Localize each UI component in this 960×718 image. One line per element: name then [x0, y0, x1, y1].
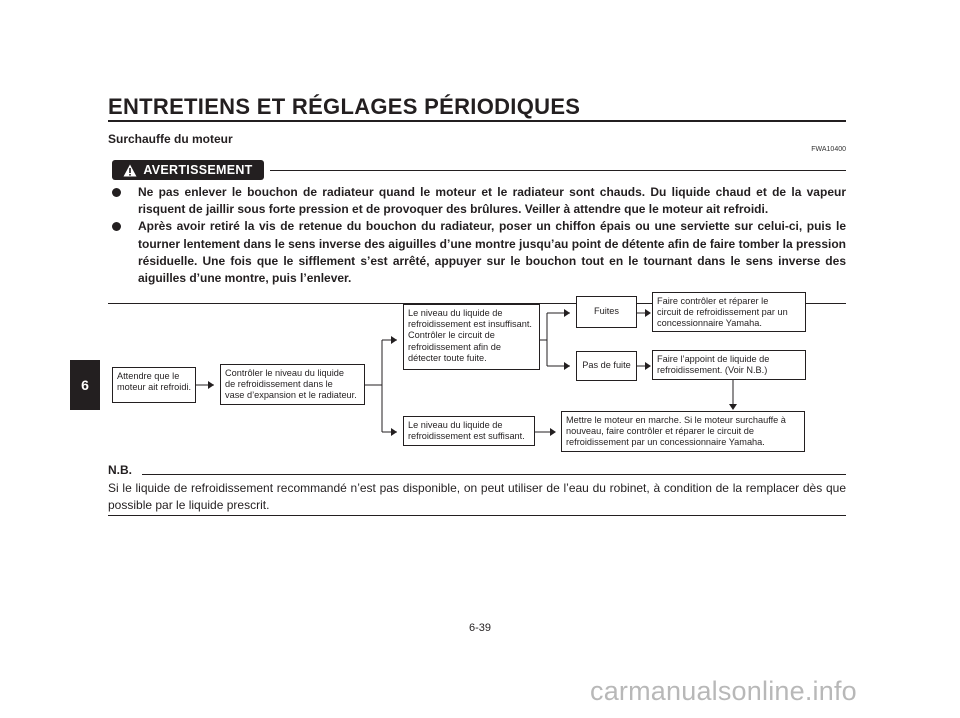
- watermark: carmanualsonline.info: [590, 676, 857, 706]
- page-number: 6-39: [468, 622, 492, 634]
- arrow-icon: [564, 309, 570, 317]
- warning-text: Ne pas enlever le bouchon de radiateur quand le moteur et le radiateur sont chauds. Du liquide chaud et de la vapeur risquent de jaillir sous forte pression et de provoquer des brûlures. Veiller à attendre que le moteur ait refroidi.: [138, 185, 846, 217]
- flow-box-level-ok: Le niveau du liquide de refroidissement est suffisant.: [403, 416, 535, 446]
- arrow-icon: [729, 404, 737, 410]
- warning-label: AVERTISSEMENT: [143, 163, 253, 177]
- flow-box-check-level: Contrôler le niveau du liquide de refroidissement dans le vase d’expansion et le radiateur.: [220, 364, 365, 405]
- arrow-icon: [564, 362, 570, 370]
- arrow-icon: [391, 428, 397, 436]
- warning-text: Après avoir retiré la vis de retenue du bouchon du radiateur, poser un chiffon épais ou une serviette sur celui-ci, puis le tourner lentement dans le sens inverse des aiguilles d’une montre jusqu’au point de détente afin de faire tomber la pression résiduelle. Une fois que le sifflement s’est arrêté, appuyer sur le bouchon tout en le tournant dans le sens inverse des aiguilles d’une montre, puis l’enlever.: [138, 219, 846, 286]
- arrow-icon: [645, 362, 651, 370]
- arrow-icon: [391, 336, 397, 344]
- flow-box-no-leak: Pas de fuite: [576, 351, 637, 381]
- flow-box-leaks: Fuites: [576, 296, 637, 328]
- flow-box-restart: Mettre le moteur en marche. Si le moteur surchauffe à nouveau, faire contrôler et réparer le circuit de refroidissement par un concessionnaire Yamaha.: [561, 411, 805, 452]
- flow-box-level-low: Le niveau du liquide de refroidissement est insuffisant. Contrôler le circuit de refroidissement afin de détecter toute fuite.: [403, 304, 540, 370]
- flow-box-wait: Attendre que le moteur ait refroidi.: [112, 367, 196, 403]
- note-bottom-rule: [108, 515, 846, 516]
- chapter-tab: 6: [70, 360, 100, 410]
- note-rule: [142, 474, 846, 475]
- note-text: Si le liquide de refroidissement recommandé n’est pas disponible, on peut utiliser de l’eau du robinet, à condition de la remplacer dès que possible par le liquide prescrit.: [108, 481, 846, 512]
- page-title: ENTRETIENS ET RÉGLAGES PÉRIODIQUES: [108, 94, 581, 119]
- arrow-icon: [208, 381, 214, 389]
- arrow-icon: [645, 309, 651, 317]
- section-title: Surchauffe du moteur: [108, 132, 233, 146]
- flow-box-repair: Faire contrôler et réparer le circuit de refroidissement par un concessionnaire Yamaha.: [652, 292, 806, 332]
- note-label: N.B.: [108, 463, 132, 477]
- arrow-icon: [550, 428, 556, 436]
- flow-box-add-coolant: Faire l’appoint de liquide de refroidissement. (Voir N.B.): [652, 350, 806, 380]
- warning-code: FWA10400: [811, 146, 846, 153]
